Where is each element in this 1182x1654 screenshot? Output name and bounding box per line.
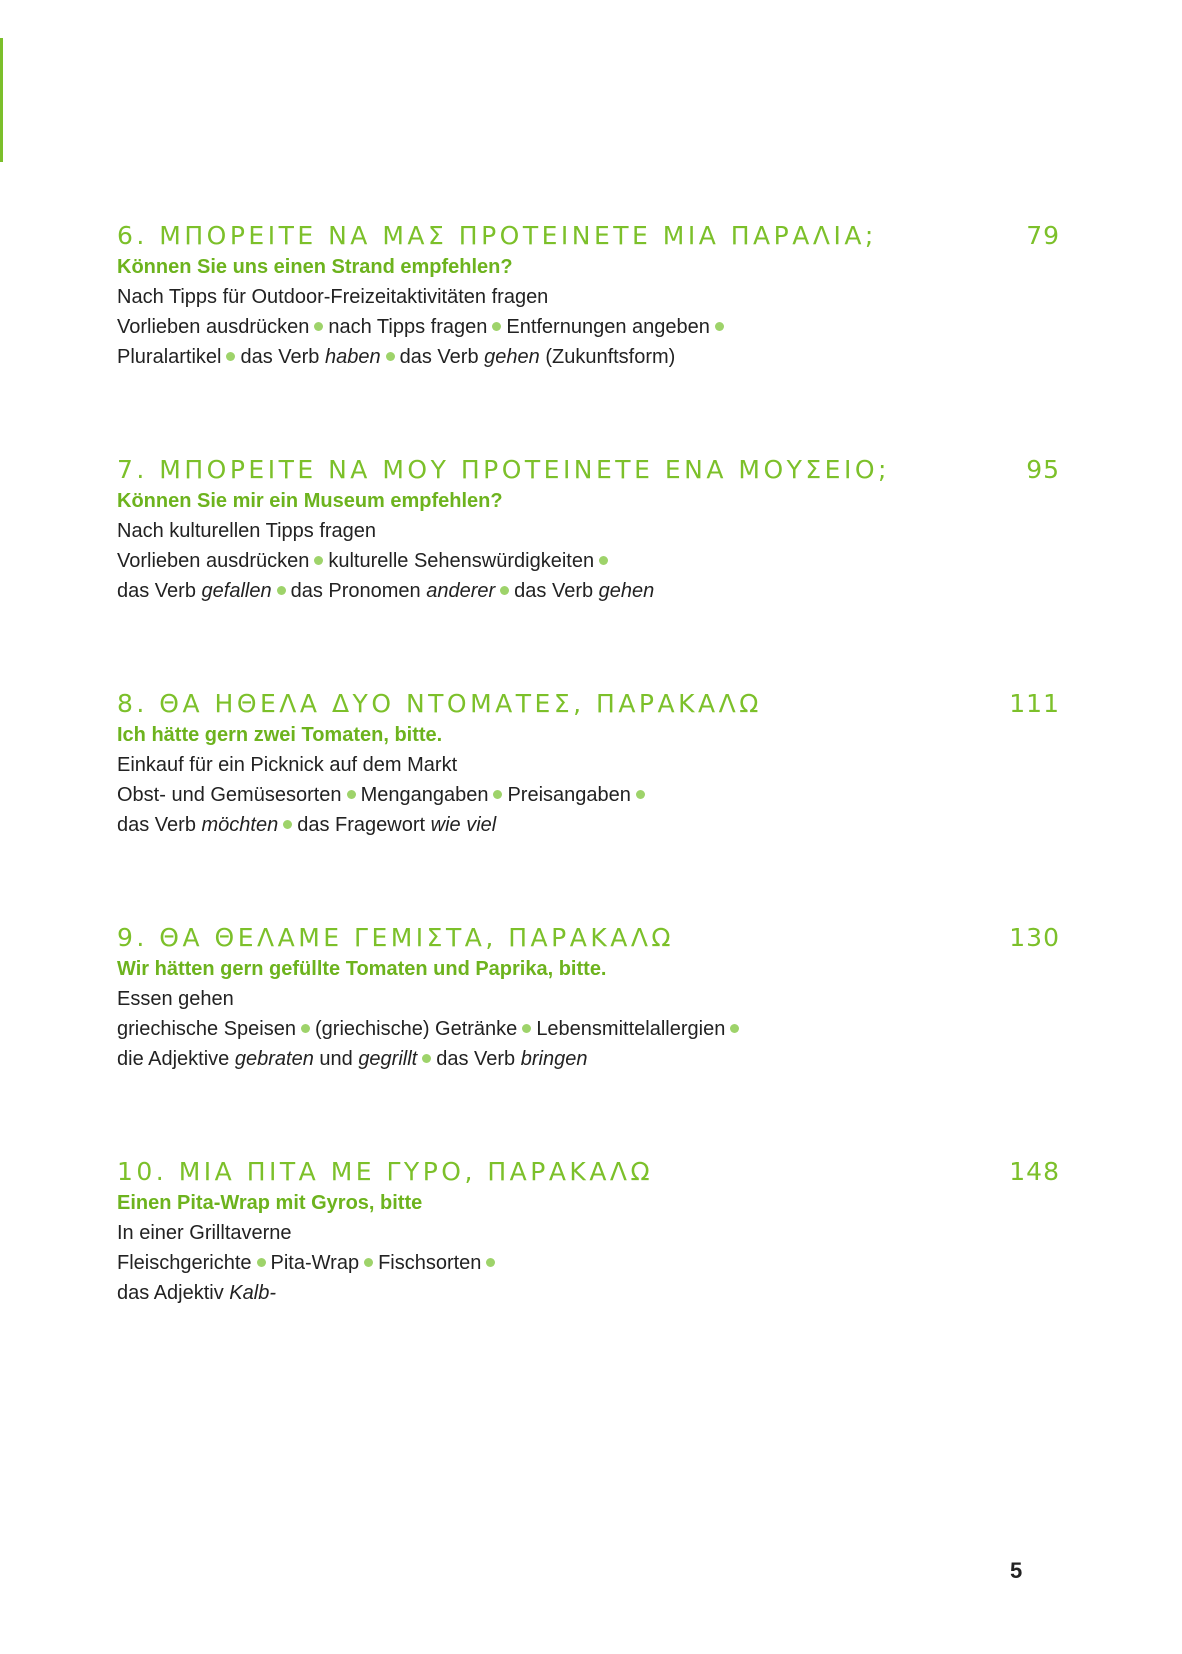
chapter-entry: [117, 454, 1060, 606]
bullet-dot-icon: [636, 790, 645, 799]
topic-text: und: [313, 1048, 359, 1070]
chapter-heading: [117, 922, 1060, 954]
chapter-topic-line: [117, 1278, 1060, 1308]
chapter-heading: [117, 1156, 1060, 1188]
chapter-title: 9. ΘΑ ΘΕΛΑΜΕ ΓΕΜΙΣΤΑ, ΠΑΡΑΚΑΛΩ: [117, 923, 675, 952]
chapter-entry: [117, 1156, 1060, 1308]
bullet-dot-icon: [301, 1024, 310, 1033]
topic-text: das Fragewort: [297, 814, 431, 836]
topic-text: das Verb: [117, 580, 202, 602]
topic-text: Preisangaben: [507, 784, 631, 806]
bullet-dot-icon: [226, 352, 235, 361]
chapter-entry: [117, 922, 1060, 1074]
chapter-heading: [117, 454, 1060, 486]
chapter-page-number: 148: [1009, 1157, 1060, 1186]
topic-text: das Pronomen: [290, 580, 427, 602]
topic-text: Entfernungen angeben: [506, 316, 710, 338]
bullet-dot-icon: [283, 820, 292, 829]
topic-text: Einkauf für ein Picknick auf dem Markt: [117, 754, 458, 776]
chapter-topic-line: [117, 780, 1060, 810]
chapter-page-number: 95: [1026, 455, 1060, 484]
topic-text: griechische Speisen: [117, 1018, 296, 1040]
chapter-topic-line: [117, 282, 1060, 312]
topic-text: Pita-Wrap: [270, 1252, 360, 1274]
chapter-title: 8. ΘΑ ΗΘΕΛΑ ΔΥΟ ΝΤΟΜΑΤΕΣ, ΠΑΡΑΚΑΛΩ: [117, 689, 762, 718]
italic-term: bringen: [520, 1048, 588, 1070]
topic-text: nach Tipps fragen: [328, 316, 488, 338]
topic-text: das Verb: [399, 346, 485, 368]
topic-text: Nach Tipps für Outdoor-Freizeitaktivitäten fragen: [117, 286, 549, 308]
italic-term: haben: [325, 346, 381, 368]
topic-text: Lebensmittelallergien: [536, 1018, 726, 1040]
chapter-topic-line: [117, 342, 1060, 372]
italic-term: gehen: [484, 346, 540, 368]
italic-term: möchten: [201, 814, 279, 836]
bullet-dot-icon: [347, 790, 356, 799]
topic-text: das Verb: [514, 580, 599, 602]
bullet-dot-icon: [599, 556, 608, 565]
topic-text: Vorlieben ausdrücken: [117, 316, 310, 338]
topic-text: kulturelle Sehenswürdigkeiten: [328, 550, 595, 572]
italic-term: wie viel: [430, 814, 497, 836]
bullet-dot-icon: [257, 1258, 266, 1267]
chapter-topic-line: [117, 516, 1060, 546]
italic-term: gehen: [598, 580, 655, 602]
bullet-dot-icon: [492, 322, 501, 331]
bullet-dot-icon: [386, 352, 395, 361]
bullet-dot-icon: [522, 1024, 531, 1033]
topic-text: Mengangaben: [360, 784, 489, 806]
topic-text: (griechische) Getränke: [315, 1018, 518, 1040]
italic-term: gegrillt: [358, 1048, 418, 1070]
bullet-dot-icon: [314, 556, 323, 565]
topic-text: Fischsorten: [378, 1252, 482, 1274]
chapter-topic-line: [117, 1014, 1060, 1044]
bullet-dot-icon: [422, 1054, 431, 1063]
chapter-page-number: 79: [1026, 221, 1060, 250]
chapter-heading: [117, 220, 1060, 252]
chapter-subtitle: Einen Pita-Wrap mit Gyros, bitte: [117, 1192, 423, 1214]
bullet-dot-icon: [715, 322, 724, 331]
chapter-topic-line: [117, 810, 1060, 840]
chapter-title: 10. ΜΙΑ ΠΙΤΑ ΜΕ ΓΥΡΟ, ΠΑΡΑΚΑΛΩ: [117, 1157, 654, 1186]
topic-text: (Zukunftsform): [539, 346, 676, 368]
topic-text: Nach kulturellen Tipps fragen: [117, 520, 377, 542]
page-number: 5: [1010, 1558, 1023, 1583]
bullet-dot-icon: [364, 1258, 373, 1267]
chapter-entry: [117, 220, 1060, 372]
topic-text: Vorlieben ausdrücken: [117, 550, 310, 572]
topic-text: das Adjektiv: [117, 1282, 230, 1304]
chapter-subtitle: Wir hätten gern gefüllte Tomaten und Paprika, bitte.: [117, 958, 607, 980]
italic-term: Kalb-: [229, 1282, 276, 1304]
chapter-topic-line: [117, 1218, 1060, 1248]
chapter-topic-line: [117, 984, 1060, 1014]
chapter-topic-line: [117, 546, 1060, 576]
chapter-subtitle: Ich hätte gern zwei Tomaten, bitte.: [117, 724, 443, 746]
bullet-dot-icon: [314, 322, 323, 331]
chapter-subtitle: Können Sie mir ein Museum empfehlen?: [117, 490, 503, 512]
topic-text: die Adjektive: [117, 1048, 235, 1070]
chapter-topic-line: [117, 1044, 1060, 1074]
topic-text: das Verb: [117, 814, 202, 836]
bullet-dot-icon: [730, 1024, 739, 1033]
chapter-page-number: 111: [1009, 689, 1060, 718]
chapter-topic-line: [117, 1248, 1060, 1278]
topic-text: das Verb: [436, 1048, 521, 1070]
chapter-page-number: 130: [1009, 923, 1060, 952]
topic-text: das Verb: [240, 346, 325, 368]
bullet-dot-icon: [493, 790, 502, 799]
topic-text: Fleischgerichte: [117, 1252, 252, 1274]
table-of-contents: [117, 220, 1060, 1390]
chapter-subtitle: Können Sie uns einen Strand empfehlen?: [117, 256, 513, 278]
chapter-entry: [117, 688, 1060, 840]
bullet-dot-icon: [277, 586, 286, 595]
chapter-topic-line: [117, 576, 1060, 606]
italic-term: anderer: [426, 580, 496, 602]
italic-term: gebraten: [234, 1048, 314, 1070]
edge-marker: [0, 38, 3, 162]
topic-text: Pluralartikel: [117, 346, 222, 368]
topic-text: In einer Grilltaverne: [117, 1222, 292, 1244]
topic-text: Obst- und Gemüsesorten: [117, 784, 342, 806]
chapter-title: 6. ΜΠΟΡΕΙΤΕ ΝΑ ΜΑΣ ΠΡΟΤΕΙΝΕΤΕ ΜΙΑ ΠΑΡΑΛΙΑ;: [117, 221, 877, 250]
italic-term: gefallen: [201, 580, 272, 602]
chapter-title: 7. ΜΠΟΡΕΙΤΕ ΝΑ ΜΟΥ ΠΡΟΤΕΙΝΕΤΕ ΕΝΑ ΜΟΥΣΕΙΟ;: [117, 455, 890, 484]
chapter-topic-line: [117, 750, 1060, 780]
bullet-dot-icon: [486, 1258, 495, 1267]
chapter-topic-line: [117, 312, 1060, 342]
chapter-heading: [117, 688, 1060, 720]
topic-text: Essen gehen: [117, 988, 234, 1010]
bullet-dot-icon: [500, 586, 509, 595]
